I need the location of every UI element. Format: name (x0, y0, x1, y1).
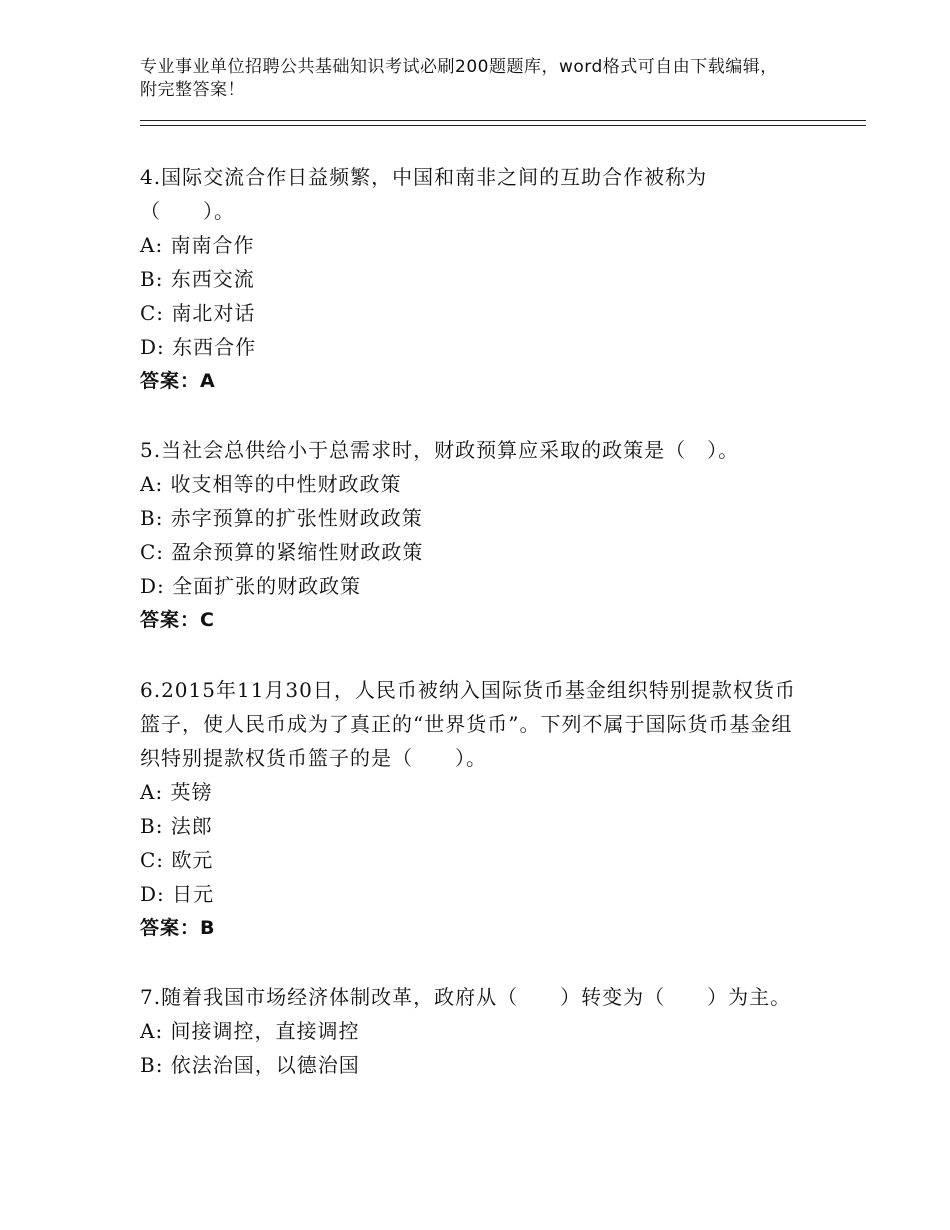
question-7 (140, 980, 800, 1082)
option-b: B: 依法治国，以德治国 (140, 1053, 360, 1077)
option-d: D: 东西合作 (140, 335, 257, 359)
question-4 (140, 160, 800, 398)
option-c: C: 欧元 (140, 848, 214, 872)
option-c: C: 盈余预算的紧缩性财政政策 (140, 540, 424, 564)
option-a: A: 收支相等的中性财政政策 (140, 472, 402, 496)
option-b: B: 东西交流 (140, 267, 255, 291)
option-d: D: 全面扩张的财政政策 (140, 574, 362, 598)
option-a: A: 间接调控，直接调控 (140, 1019, 360, 1043)
answer-line: 答案：A (140, 370, 216, 392)
option-d: D: 日元 (140, 882, 215, 906)
header-divider-bottom (140, 125, 866, 126)
page-header: 专业事业单位招聘公共基础知识考试必刷200题题库，word格式可自由下载编辑，附完整答案！ (140, 57, 778, 100)
option-a: A: 英镑 (140, 780, 213, 804)
option-b: B: 法郎 (140, 814, 213, 838)
answer-line: 答案：C (140, 609, 215, 631)
option-b: B: 赤字预算的扩张性财政政策 (140, 506, 423, 530)
option-a: A: 南南合作 (140, 233, 255, 257)
question-text: 4.国际交流合作日益频繁，中国和南非之间的互助合作被称为（ ）。 (140, 165, 708, 223)
question-5 (140, 433, 800, 637)
header-divider-top (140, 120, 866, 121)
question-6 (140, 673, 800, 945)
option-c: C: 南北对话 (140, 301, 256, 325)
answer-line: 答案：B (140, 917, 216, 939)
question-text: 7.随着我国市场经济体制改革，政府从（ ）转变为（ ）为主。 (140, 985, 792, 1009)
question-text: 5.当社会总供给小于总需求时，财政预算应采取的政策是（ ）。 (140, 438, 740, 462)
question-text: 6.2015年11月30日，人民币被纳入国际货币基金组织特别提款权货币篮子，使人民币成为了真正的“世界货币”。下列不属于国际货币基金组织特别提款权货币篮子的是（ ）。 (140, 678, 796, 770)
